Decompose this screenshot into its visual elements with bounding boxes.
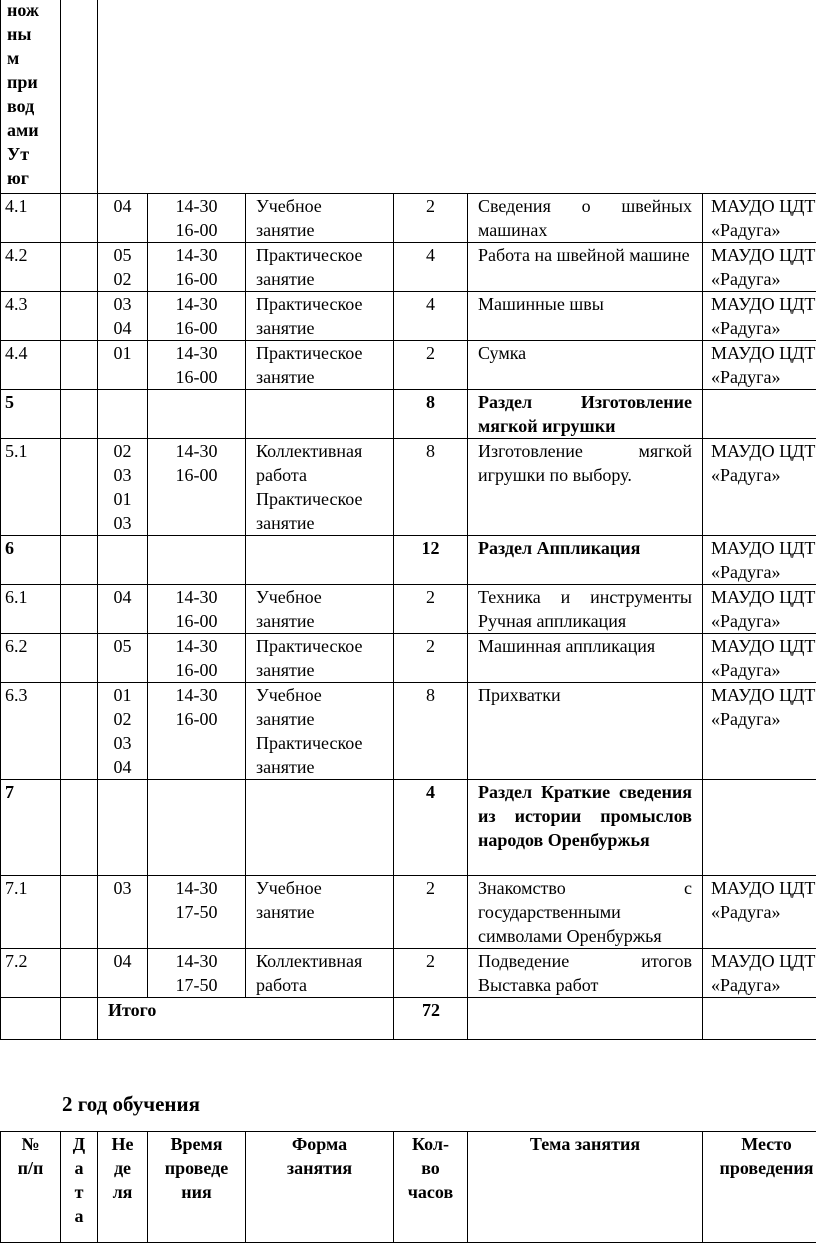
place-cell (703, 634, 816, 683)
form-cell (246, 683, 394, 780)
text-line: «Радуга» (711, 365, 816, 389)
date-cell (98, 439, 148, 536)
text-line: Форма (250, 1132, 389, 1156)
table-row (1, 634, 816, 683)
text-line: Место (707, 1132, 816, 1156)
text-line: Д (65, 1132, 93, 1156)
topic-cell: Изготовление мягкой игрушки по выбору. (468, 439, 703, 536)
row-number: 6 (1, 536, 61, 585)
text-line: «Радуга» (711, 900, 816, 924)
text-line: Практическое (256, 487, 389, 511)
topic-cell: Техника и инструменты Ручная аппликация (468, 585, 703, 634)
time-cell (148, 243, 246, 292)
text-line: «Радуга» (711, 707, 816, 731)
text-line: 17-50 (152, 900, 241, 924)
text-line: Практическое (256, 292, 389, 316)
date-cell (98, 780, 148, 876)
text-line: 16-00 (152, 218, 241, 242)
text-line: № (5, 1132, 56, 1156)
text-line: 04 (102, 194, 143, 218)
place-cell (703, 341, 816, 390)
text-line: проведения (707, 1156, 816, 1180)
hours-cell: 4 (394, 780, 468, 876)
form-cell (246, 390, 394, 439)
total-label: Итого (98, 998, 394, 1040)
text-line: 17-50 (152, 973, 241, 997)
row-number: 7.1 (1, 876, 61, 949)
hours-cell: 4 (394, 292, 468, 341)
table-row (1, 585, 816, 634)
form-cell (246, 194, 394, 243)
text-line: Учебное (256, 876, 389, 900)
topic-cell: Машинные швы (468, 292, 703, 341)
text-line: ния (152, 1180, 241, 1204)
form-cell (246, 243, 394, 292)
text-line: при (7, 70, 56, 94)
text-line: «Радуга» (711, 658, 816, 682)
date-cell (98, 536, 148, 585)
text-line: «Радуга» (711, 973, 816, 997)
text-line: 03 (102, 731, 143, 755)
time-cell (148, 439, 246, 536)
topic-cell: Сведения о швейных машинах (468, 194, 703, 243)
form-cell (246, 439, 394, 536)
hours-cell: 2 (394, 341, 468, 390)
row-number: 4.3 (1, 292, 61, 341)
date-cell (98, 876, 148, 949)
place-cell (703, 292, 816, 341)
week-cell (61, 949, 98, 998)
place-cell (703, 194, 816, 243)
text-line: 14-30 (152, 243, 241, 267)
text-line: Практическое (256, 243, 389, 267)
place-cell (703, 390, 816, 439)
table-row (1, 0, 816, 194)
text-line: п/п (5, 1156, 56, 1180)
topic-cell: Знакомство с государственными символами Оренбуржья (468, 876, 703, 949)
text-line: 03 (102, 876, 143, 900)
text-line: 14-30 (152, 585, 241, 609)
week-cell (61, 390, 98, 439)
place-cell (703, 949, 816, 998)
text-line: 14-30 (152, 292, 241, 316)
week-cell (61, 536, 98, 585)
text-line: МАУДО ЦДТ (711, 536, 816, 560)
week-cell (61, 634, 98, 683)
text-line: занятие (256, 218, 389, 242)
text-line: юг (7, 166, 56, 190)
text-line: ами (7, 118, 56, 142)
row-number: 6.3 (1, 683, 61, 780)
topic-cell: Раздел Изготовление мягкой игрушки (468, 390, 703, 439)
week-cell (61, 585, 98, 634)
header-place (703, 1132, 816, 1243)
text-line: 16-00 (152, 316, 241, 340)
text-line: «Радуга» (711, 560, 816, 584)
time-cell (148, 585, 246, 634)
hours-cell: 2 (394, 194, 468, 243)
row-number: 4.1 (1, 194, 61, 243)
date-cell (98, 243, 148, 292)
text-line: МАУДО ЦДТ (711, 949, 816, 973)
table-row (1, 536, 816, 585)
text-line: 03 (102, 463, 143, 487)
text-line: занятие (256, 511, 389, 535)
text-line: 14-30 (152, 949, 241, 973)
text-line: 16-00 (152, 463, 241, 487)
date-cell (98, 292, 148, 341)
topic-cell: Работа на швейной машине (468, 243, 703, 292)
text-line: «Радуга» (711, 463, 816, 487)
text-line: 04 (102, 755, 143, 779)
text-line: занятие (256, 755, 389, 779)
topic-cell: Прихватки (468, 683, 703, 780)
table-cell (61, 998, 98, 1040)
total-hours: 72 (394, 998, 468, 1040)
text-line: 14-30 (152, 876, 241, 900)
text-line: занятие (256, 658, 389, 682)
text-line: Учебное (256, 585, 389, 609)
hours-cell: 4 (394, 243, 468, 292)
text-line: а (65, 1204, 93, 1228)
topic-cell: Подведение итогов Выставка работ (468, 949, 703, 998)
table-header-row (1, 1132, 816, 1243)
time-cell (148, 949, 246, 998)
text-line: занятие (256, 365, 389, 389)
time-cell (148, 341, 246, 390)
table-row (1, 243, 816, 292)
text-line: занятие (256, 267, 389, 291)
text-line: МАУДО ЦДТ (711, 439, 816, 463)
section-title: 2 год обучения (62, 1092, 200, 1116)
text-line: МАУДО ЦДТ (711, 194, 816, 218)
hours-cell: 2 (394, 949, 468, 998)
text-line: 01 (102, 683, 143, 707)
header-time (148, 1132, 246, 1243)
time-cell (148, 683, 246, 780)
text-line: занятие (256, 707, 389, 731)
form-cell (246, 341, 394, 390)
text-line: МАУДО ЦДТ (711, 585, 816, 609)
total-row (1, 998, 816, 1040)
text-line: 16-00 (152, 267, 241, 291)
table-row (1, 341, 816, 390)
place-cell (703, 780, 816, 876)
table-row (1, 292, 816, 341)
text-line: Коллективная (256, 439, 389, 463)
hours-cell: 12 (394, 536, 468, 585)
text-line: занятие (256, 900, 389, 924)
text-line: «Радуга» (711, 267, 816, 291)
row-number: 6.2 (1, 634, 61, 683)
text-line: 16-00 (152, 707, 241, 731)
text-line: «Радуга» (711, 609, 816, 633)
week-cell (61, 876, 98, 949)
form-cell (246, 949, 394, 998)
text-line: занятие (256, 609, 389, 633)
text-line: МАУДО ЦДТ (711, 243, 816, 267)
schedule-table-year2-header (0, 1131, 816, 1243)
time-cell (148, 390, 246, 439)
text-line: а (65, 1156, 93, 1180)
text-line: 02 (102, 439, 143, 463)
place-cell (703, 243, 816, 292)
table-cell (468, 998, 703, 1040)
date-cell (98, 949, 148, 998)
row-number: 5 (1, 390, 61, 439)
continued-cell (1, 0, 61, 194)
header-week (98, 1132, 148, 1243)
text-line: Учебное (256, 194, 389, 218)
form-cell (246, 634, 394, 683)
text-line: т (65, 1180, 93, 1204)
form-cell (246, 780, 394, 876)
text-line: 04 (102, 585, 143, 609)
time-cell (148, 194, 246, 243)
row-number: 7 (1, 780, 61, 876)
topic-cell: Раздел Краткие сведения из истории промыслов народов Оренбуржья (468, 780, 703, 876)
hours-cell: 2 (394, 876, 468, 949)
text-line: Коллективная (256, 949, 389, 973)
text-line: 03 (102, 511, 143, 535)
row-number: 6.1 (1, 585, 61, 634)
time-cell (148, 876, 246, 949)
text-line: 05 (102, 243, 143, 267)
header-form (246, 1132, 394, 1243)
text-line: м (7, 46, 56, 70)
hours-cell: 8 (394, 439, 468, 536)
topic-cell: Раздел Аппликация (468, 536, 703, 585)
continued-text (7, 0, 56, 190)
text-line: 14-30 (152, 439, 241, 463)
row-number: 4.4 (1, 341, 61, 390)
table-cell (703, 998, 816, 1040)
text-line: Не (102, 1132, 143, 1156)
text-line: 14-30 (152, 634, 241, 658)
table-row (1, 683, 816, 780)
text-line: во (398, 1156, 463, 1180)
row-number: 5.1 (1, 439, 61, 536)
text-line: 14-30 (152, 341, 241, 365)
text-line: 05 (102, 634, 143, 658)
header-num (1, 1132, 61, 1243)
week-cell (61, 341, 98, 390)
header-topic (468, 1132, 703, 1243)
text-line: Практическое (256, 341, 389, 365)
header-date (61, 1132, 98, 1243)
hours-cell: 2 (394, 585, 468, 634)
text-line: Кол- (398, 1132, 463, 1156)
text-line: занятия (250, 1156, 389, 1180)
topic-cell: Машинная аппликация (468, 634, 703, 683)
text-line: 04 (102, 316, 143, 340)
table-row (1, 780, 816, 876)
date-cell (98, 341, 148, 390)
date-cell (98, 683, 148, 780)
text-line: работа (256, 973, 389, 997)
text-line: 14-30 (152, 194, 241, 218)
time-cell (148, 536, 246, 585)
text-line: Практическое (256, 634, 389, 658)
week-cell (61, 683, 98, 780)
header-hours (394, 1132, 468, 1243)
date-cell (98, 585, 148, 634)
hours-cell: 8 (394, 390, 468, 439)
week-cell (61, 292, 98, 341)
week-cell (61, 439, 98, 536)
table-cell (1, 998, 61, 1040)
text-line: 01 (102, 341, 143, 365)
form-cell (246, 292, 394, 341)
text-line: 01 (102, 487, 143, 511)
text-line: МАУДО ЦДТ (711, 634, 816, 658)
topic-cell: Сумка (468, 341, 703, 390)
place-cell (703, 683, 816, 780)
text-line: 14-30 (152, 683, 241, 707)
time-cell (148, 634, 246, 683)
text-line: 16-00 (152, 609, 241, 633)
time-cell (148, 780, 246, 876)
text-line: занятие (256, 316, 389, 340)
text-line: Время (152, 1132, 241, 1156)
text-line: де (102, 1156, 143, 1180)
table-row (1, 194, 816, 243)
time-cell (148, 292, 246, 341)
form-cell (246, 876, 394, 949)
text-line: ля (102, 1180, 143, 1204)
text-line: Ут (7, 142, 56, 166)
text-line: МАУДО ЦДТ (711, 292, 816, 316)
week-cell (61, 194, 98, 243)
place-cell (703, 585, 816, 634)
text-line: 02 (102, 707, 143, 731)
table-row (1, 949, 816, 998)
form-cell (246, 585, 394, 634)
week-cell (61, 243, 98, 292)
text-line: 03 (102, 292, 143, 316)
date-cell (98, 390, 148, 439)
row-number: 4.2 (1, 243, 61, 292)
text-line: «Радуга» (711, 316, 816, 340)
text-line: Тема занятия (472, 1132, 698, 1156)
text-line: вод (7, 94, 56, 118)
date-cell (98, 194, 148, 243)
text-line: 02 (102, 267, 143, 291)
table-row (1, 390, 816, 439)
text-line: работа (256, 463, 389, 487)
text-line: МАУДО ЦДТ (711, 683, 816, 707)
text-line: «Радуга» (711, 218, 816, 242)
text-line: Учебное (256, 683, 389, 707)
table-cell (61, 0, 98, 194)
text-line: 16-00 (152, 658, 241, 682)
text-line: ны (7, 22, 56, 46)
place-cell (703, 876, 816, 949)
date-cell (98, 634, 148, 683)
week-cell (61, 780, 98, 876)
table-row (1, 876, 816, 949)
table-row (1, 439, 816, 536)
text-line: МАУДО ЦДТ (711, 341, 816, 365)
text-line: 04 (102, 949, 143, 973)
text-line: часов (398, 1180, 463, 1204)
text-line: проведе (152, 1156, 241, 1180)
hours-cell: 2 (394, 634, 468, 683)
text-line: нож (7, 0, 56, 22)
table-cell (98, 0, 816, 194)
hours-cell: 8 (394, 683, 468, 780)
text-line: Практическое (256, 731, 389, 755)
row-number: 7.2 (1, 949, 61, 998)
text-line: 16-00 (152, 365, 241, 389)
place-cell (703, 439, 816, 536)
text-line: МАУДО ЦДТ (711, 876, 816, 900)
place-cell (703, 536, 816, 585)
form-cell (246, 536, 394, 585)
